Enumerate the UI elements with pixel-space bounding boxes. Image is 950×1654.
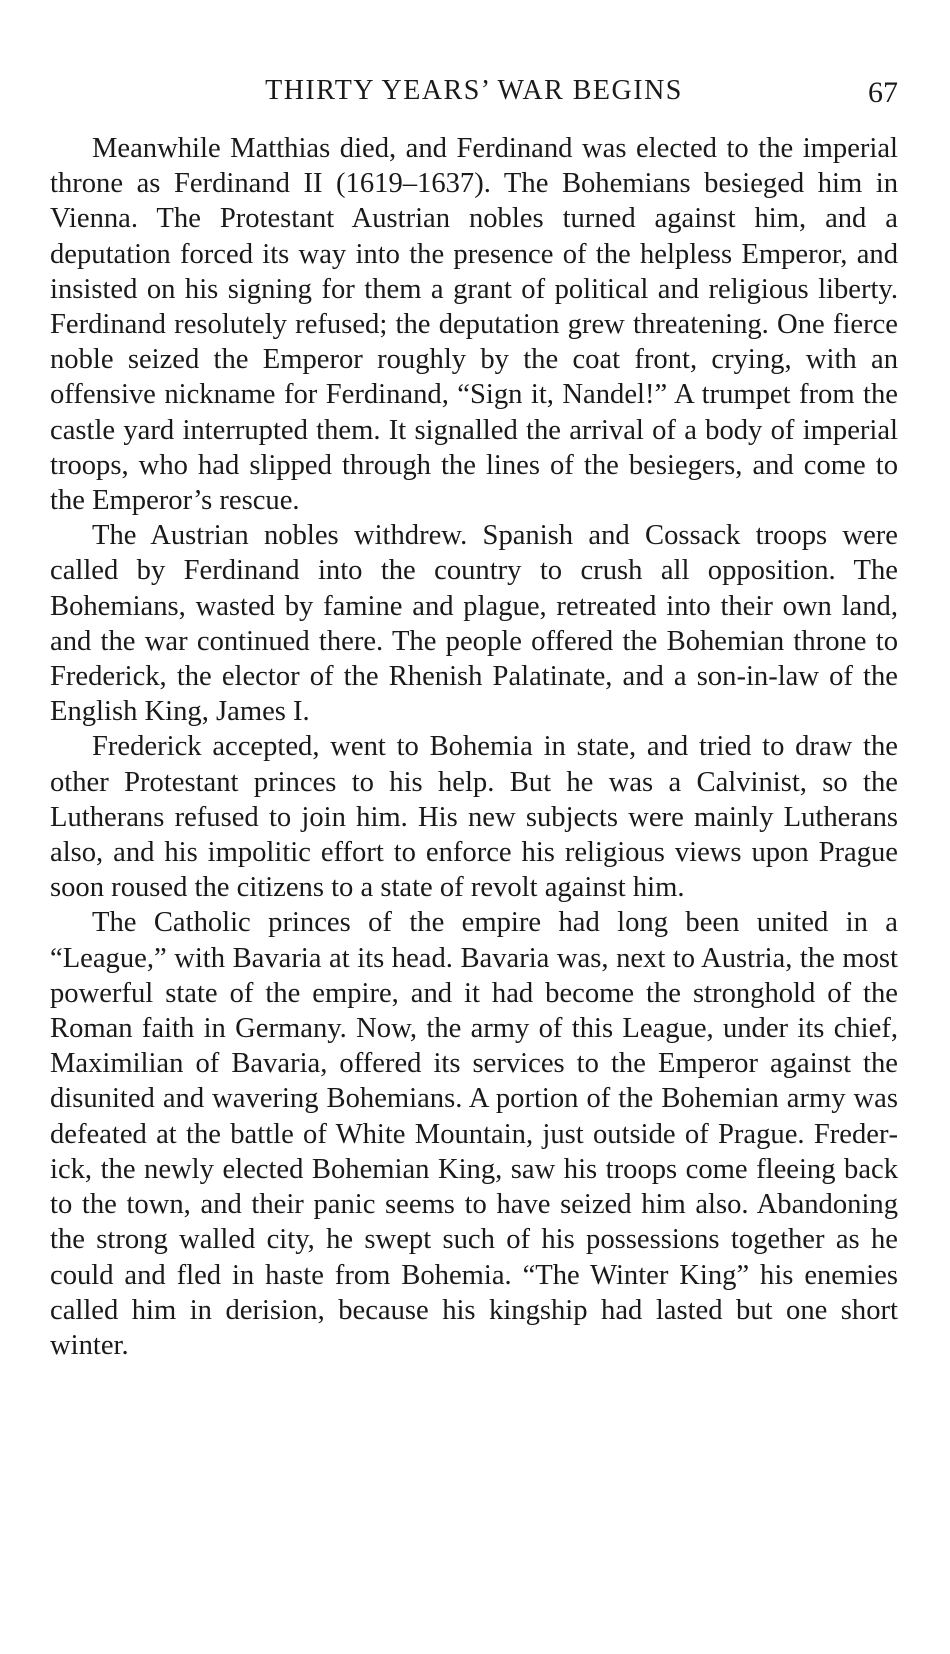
running-title: THIRTY YEARS’ WAR BEGINS xyxy=(265,75,683,106)
paragraph-matthias-died: Meanwhile Matthias died, and Ferdinand was elected to the imperial throne as Ferdinand II (1619–1637). The Bohemians besieged him in Vienna. The Protestant Austrian nobles turned against him, and a deputation forced its way into the presence of the helpless Emperor, and insisted on his signing for them a grant of political and religious liberty. Ferdinand resolutely refused; the deputation grew threatening. One fierce noble seized the Emperor roughly by the coat front, crying, with an offensive nickname for Ferdinand, “Sign it, Nandel!” A trumpet from the castle yard interrupted them. It signalled the arrival of a body of imperial troops, who had slipped through the lines of the besiegers, and come to the Emperor’s rescue. xyxy=(50,133,898,517)
body-text xyxy=(50,131,898,1363)
paragraph-nobles-withdrew: The Austrian nobles withdrew. Spanish and Cossack troops were called by Ferdinand into the country to crush all opposition. The Bohemians, wasted by famine and plague, retreated into their own land, and the war continued there. The people offered the Bohemian throne to Frederick, the elector of the Rhenish Palatinate, and a son-in-law of the English King, James I. xyxy=(50,520,898,728)
running-header xyxy=(50,74,898,114)
paragraph-catholic-league: The Catholic princes of the empire had long been united in a “League,” with Bavaria at its head. Bavaria was, next to Austria, the most powerful state of the empire, and it had become the stronghold of the Roman faith in Germany. Now, the army of this League, under its chief, Maximilian of Bavaria, offered its services to the Emperor against the disunited and wavering Bohemians. A portion of the Bohemian army was defeated at the battle of White Mountain, just outside of Prague. Frederick, the newly elected Bohemian King, saw his troops come fleeing back to the town, and their panic seems to have seized him also. Abandoning the strong walled city, he swept such of his possessions together as he could and fled in haste from Bohemia. “The Winter King” his enemies called him in derision, because his kingship had lasted but one short winter. xyxy=(50,907,898,1361)
page-number: 67 xyxy=(868,76,898,109)
paragraph-frederick-accepted: Frederick accepted, went to Bohemia in state, and tried to draw the other Protestant princes to his help. But he was a Calvinist, so the Lutherans refused to join him. His new subjects were mainly Lutherans also, and his impolitic effort to enforce his religious views upon Prague soon roused the citizens to a state of revolt against him. xyxy=(50,731,898,904)
